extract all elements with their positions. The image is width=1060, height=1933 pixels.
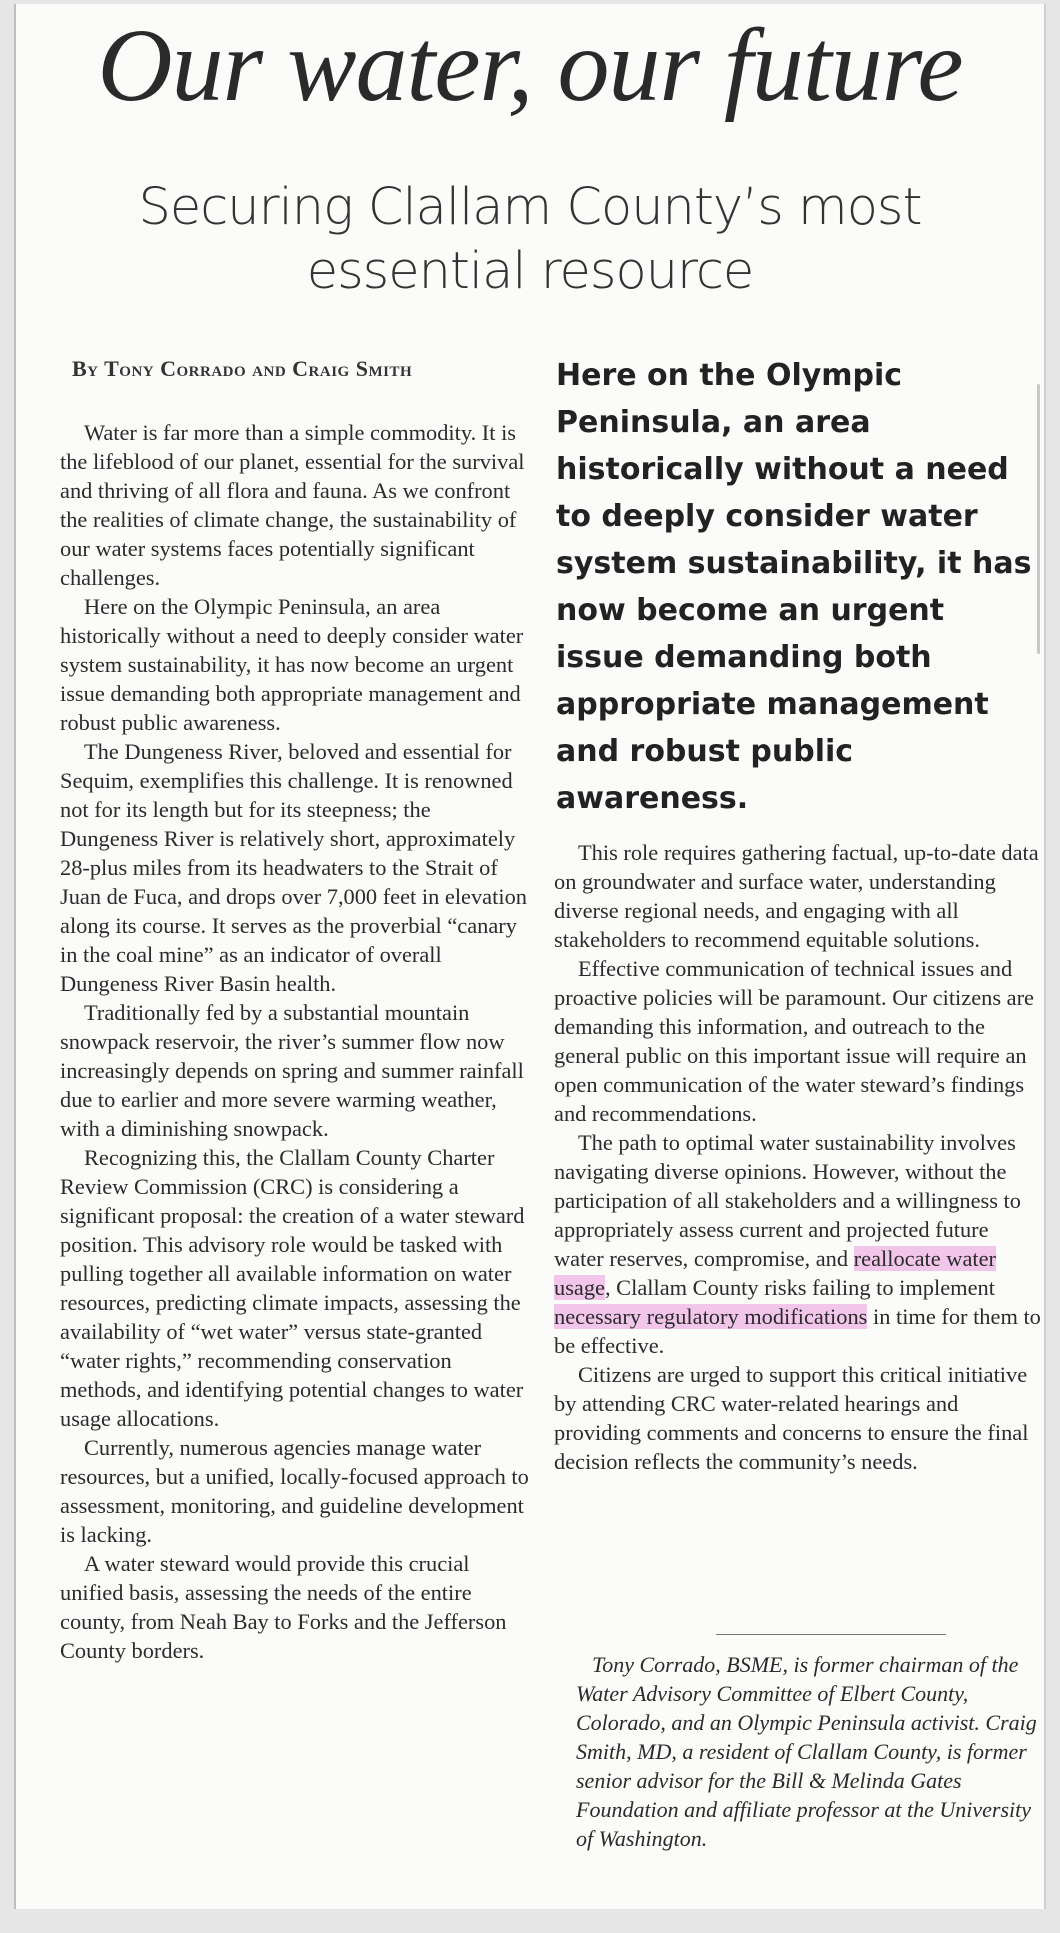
- scrollbar[interactable]: [1037, 384, 1040, 654]
- paragraph: The Dungeness River, beloved and essential for Sequim, exemplifies this challenge. It is renowned not for its length but for its steepness; the Dungeness River is relatively short, approximately 28-plus miles from its headwaters to the Strait of Juan de Fuca, and drops over 7,000 feet in elevation along its course. It serves as the proverbial “canary in the coal mine” as an indicator of overall Dungeness River Basin health.: [60, 739, 527, 996]
- author-bio: Tony Corrado, BSME, is former chairman of the Water Advisory Committee of Elbert County, Colorado, and an Olympic Peninsula activist. Craig Smith, MD, a resident of Clallam County, is former senior advisor for the Bill & Melinda Gates Foundation and affiliate professor at the University of Washington.: [576, 1652, 1037, 1851]
- highlighted-text[interactable]: reallocate water usage: [554, 1246, 996, 1300]
- newspaper-page: [14, 4, 1046, 1909]
- byline: By Tony Corrado and Craig Smith: [72, 356, 413, 381]
- text-run: in time for them to be effective.: [554, 1304, 1041, 1358]
- paragraph: Effective communication of technical issues and proactive policies will be paramount. Our citizens are demanding this information, and outreach to the general public on this important issue will require an open communication of the water steward’s findings and recommendations.: [554, 956, 1034, 1126]
- left-column: [60, 418, 532, 1665]
- text-run: The path to optimal water sustainability involves navigating diverse opinions. However, without the participation of all stakeholders and a willingness to appropriately assess current and projected future water reserves, compromise, and: [554, 1130, 1021, 1271]
- paragraph: This role requires gathering factual, up-to-date data on groundwater and surface water, understanding diverse regional needs, and engaging with all stakeholders to recommend equitable solutions.: [554, 840, 1039, 952]
- paragraph-highlighted: [554, 1128, 1042, 1360]
- paragraph: Currently, numerous agencies manage water resources, but a unified, locally-focused approach to assessment, monitoring, and guideline development is lacking.: [60, 1435, 529, 1547]
- pull-quote: Here on the Olympic Peninsula, an area historically without a need to deeply consider water system sustainability, it has now become an urgent issue demanding both appropriate management and robust public awareness.: [556, 358, 1032, 816]
- subheadline: Securing Clallam County’s most essential resource: [138, 178, 922, 301]
- headline: Our water, our future: [97, 8, 963, 123]
- paragraph: Here on the Olympic Peninsula, an area historically without a need to deeply consider water system sustainability, it has now become an urgent issue demanding both appropriate management and robust public awareness.: [60, 594, 524, 735]
- paragraph: Water is far more than a simple commodity. It is the lifeblood of our planet, essential for the survival and thriving of all flora and fauna. As we confront the realities of climate change, the sustainability of our water systems faces potentially significant challenges.: [60, 420, 525, 590]
- paragraph: Recognizing this, the Clallam County Charter Review Commission (CRC) is considering a significant proposal: the creation of a water steward position. This advisory role would be tasked with pulling together all available information on water resources, predicting climate impacts, assessing the availability of “wet water” versus state-granted “water rights,” recommending conservation methods, and identifying potential changes to water usage allocations.: [60, 1145, 525, 1431]
- divider: [716, 1634, 946, 1635]
- right-column: [554, 838, 1042, 1476]
- paragraph: A water steward would provide this crucial unified basis, assessing the needs of the entire county, from Neah Bay to Forks and the Jefferson County borders.: [60, 1551, 507, 1663]
- paragraph: Traditionally fed by a substantial mountain snowpack reservoir, the river’s summer flow now increasingly depends on spring and summer rainfall due to earlier and more severe warming weather, with a diminishing snowpack.: [60, 1000, 524, 1141]
- text-run: , Clallam County risks failing to implement: [604, 1275, 995, 1300]
- highlighted-text[interactable]: necessary regulatory modifications: [554, 1304, 868, 1329]
- paragraph: Citizens are urged to support this critical initiative by attending CRC water-related hearings and providing comments and concerns to ensure the final decision reflects the community’s needs.: [554, 1362, 1029, 1474]
